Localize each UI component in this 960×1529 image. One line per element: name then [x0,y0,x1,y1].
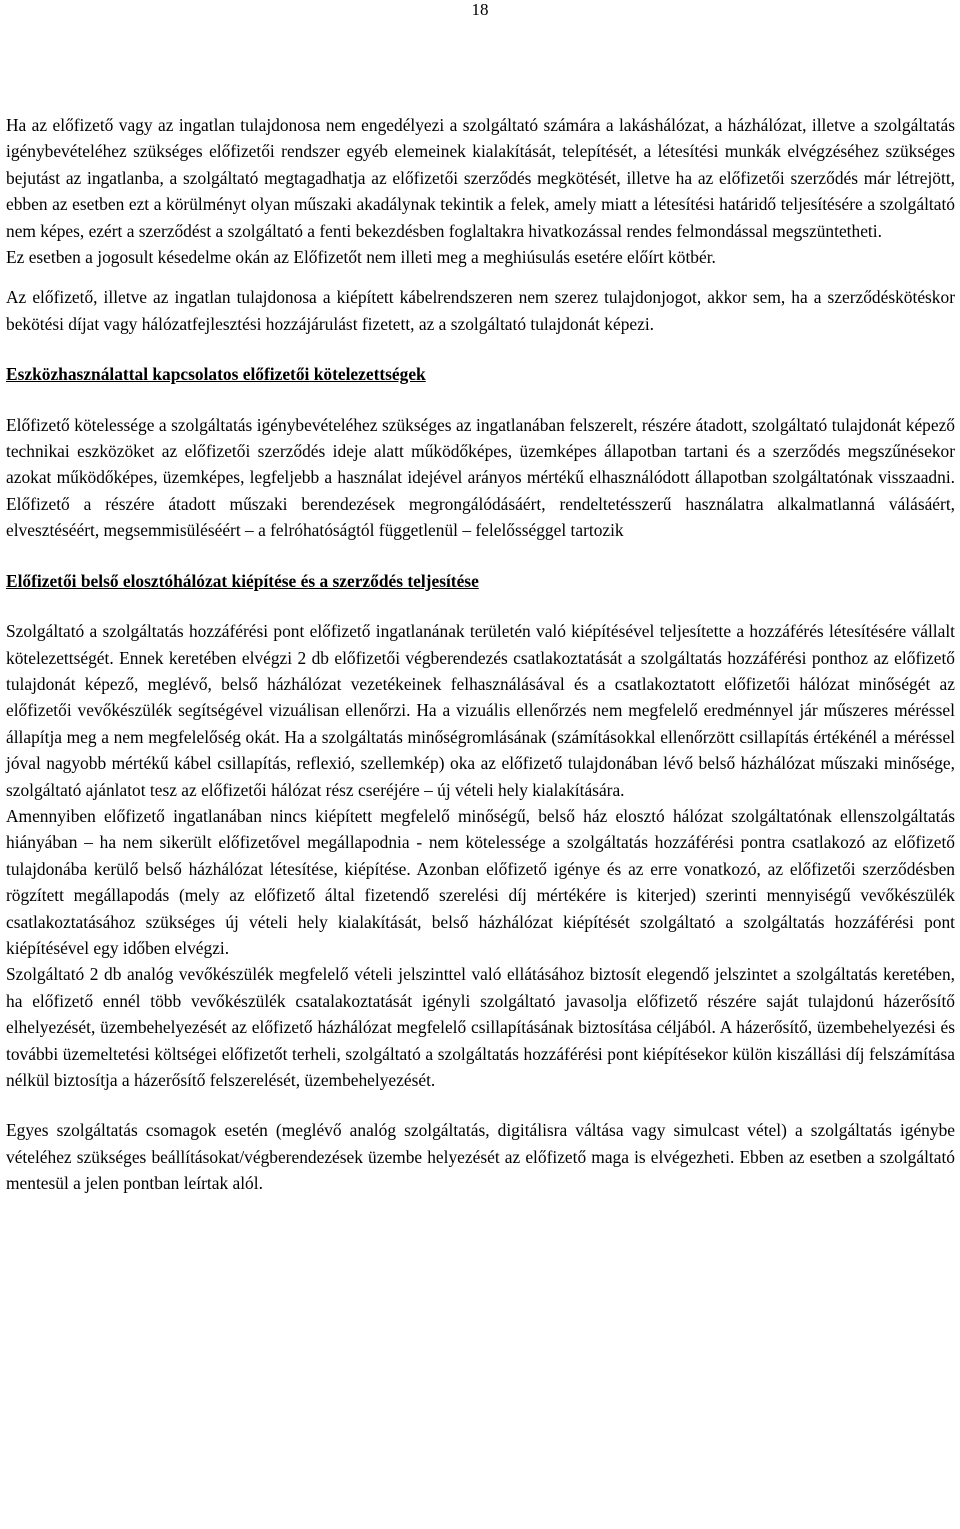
paragraph: Előfizető kötelessége a szolgáltatás igénybevételéhez szükséges az ingatlanában felszerelt, részére átadott, szolgáltató tulajdonát képező technikai eszközöket az előfizetői szerződés ideje alatt működőképes, üzemképes állapotban tartani és a szerződés megszűnésekor azokat működőképes, üzemképes, legfeljebb a használat idejével arányos mértékű elhasználódott állapotban szolgáltatónak visszaadni. Előfizető a részére átadott műszaki berendezések megrongálódásáért, rendeltetésszerű használatra alkalmatlanná válásáért, elvesztéséért, megsemmisüléséért – a felróhatóságtól függetlenül – felelősséggel tartozik [6,414,955,541]
document-body [6,112,955,1197]
paragraph: Szolgáltató a szolgáltatás hozzáférési pont előfizető ingatlanának területén való kiépítésével teljesítette a hozzáférés létesítésére vállalt kötelezettségét. Ennek keretében elvégzi 2 db előfizetői végberendezés csatlakoztatását a szolgáltatás hozzáférési ponthoz az előfizető tulajdonát képező, meglévő, belső házhálózat vezetékeinek felhasználásával és a csatlakoztatott előfizetői hálózat minőségét az előfizetői vevőkészülék segítségével vizuálisan ellenőrzi. Ha a vizuális ellenőrzés nem megfelelő eredménnyel jár műszeres méréssel állapítja meg a nem megfelelőség okát. Ha a szolgáltatás minőségromlásának (számításokkal ellenőrzött csillapítás értékénél a méréssel jóval nagyobb mértékű kábel csillapítás, reflexió, szellemkép) oka az előfizető tulajdonában lévő belső házhálózat műszaki minősége, szolgáltató ajánlatot tesz az előfizetői hálózat rész cseréjére – új vételi hely kialakítására. [6,621,955,800]
paragraph: Az előfizető, illetve az ingatlan tulajdonosa a kiépített kábelrendszeren nem szerez tulajdonjogot, akkor sem, ha a szerződéskötéskor bekötési díjat vagy hálózatfejlesztési hozzájárulást fizetett, az a szolgáltató tulajdonát képezi. [6,287,955,334]
paragraph: Amennyiben előfizető ingatlanában nincs kiépített megfelelő minőségű, belső ház elosztó hálózat szolgáltatónak ellenszolgáltatás hiányában – ha nem sikerült előfizetővel megállapodnia - nem kötelessége a szolgáltatás hozzáférési pontra csatlakozó az előfizető tulajdonába kerülő belső házhálózat létesítése, kiépítése. Azonban előfizető igénye és az erre vonatkozó, az előfizetői szerződésben rögzített megállapodás (mely az előfizető által fizetendő szerelési díj mértékére is kiterjed) szerinti mennyiségű vevőkészülék csatlakoztatásához szükséges új vételi hely kialakítását, belső házhálózat kiépítését szolgáltató a szolgáltatás hozzáférési pont kiépítésével egy időben elvégzi. [6,805,955,958]
paragraph: Ez esetben a jogosult késedelme okán az Előfizetőt nem illeti meg a meghiúsulás esetére előírt kötbér. [6,247,716,268]
page-number: 18 [471,0,489,19]
paragraph: Egyes szolgáltatás csomagok esetén (meglévő analóg szolgáltatás, digitálisra váltása vagy simulcast vétel) a szolgáltatás igénybe vételéhez szükséges beállításokat/végberendezések üzembe helyezését az előfizető maga is elvégezheti. Ebben az esetben a szolgáltató mentesül a jelen pontban leírtak alól. [6,1120,955,1194]
section-heading: Előfizetői belső elosztóhálózat kiépítése és a szerződés teljesítése [6,570,479,591]
section-heading: Eszközhasználattal kapcsolatos előfizetői kötelezettségek [6,364,426,385]
paragraph: Szolgáltató 2 db analóg vevőkészülék megfelelő vételi jelszinttel való ellátásához biztosít elegendő jelszintet a szolgáltatás keretében, ha előfizető ennél több vevőkészülék csatalakoztatását igényli szolgáltató javasolja előfizető részére saját tulajdonú házerősítő elhelyezését, üzembehelyezését az előfizető házhálózat megfelelő csillapításának biztosítása céljából. A házerősítő, üzembehelyezési és további üzemeltetési költségei előfizetőt terheli, szolgáltató a szolgáltatás hozzáférési pont kiépítésekor külön kiszállási díj felszámítása nélkül biztosítja a házerősítő felszerelését, üzembehelyezését. [6,964,955,1090]
paragraph: Ha az előfizető vagy az ingatlan tulajdonosa nem engedélyezi a szolgáltató számára a lakáshálózat, a házhálózat, illetve a szolgáltatás igénybevételéhez szükséges előfizetői rendszer egyéb elemeinek kialakítását, telepítését, a létesítési munkák elvégzéséhez szükséges bejutást az ingatlanba, a szolgáltató megtagadhatja az előfizetői szerződés megkötését, illetve ha az előfizetői szerződés már létrejött, ebben az esetben ezt a körülményt olyan műszaki akadálynak tekintik a felek, amely miatt a létesítési határidő teljesítésére a szolgáltató nem képes, ezért a szerződést a szolgáltató a fenti bekezdésben foglaltakra hivatkozással rendes felmondással megszüntetheti. [6,115,955,241]
